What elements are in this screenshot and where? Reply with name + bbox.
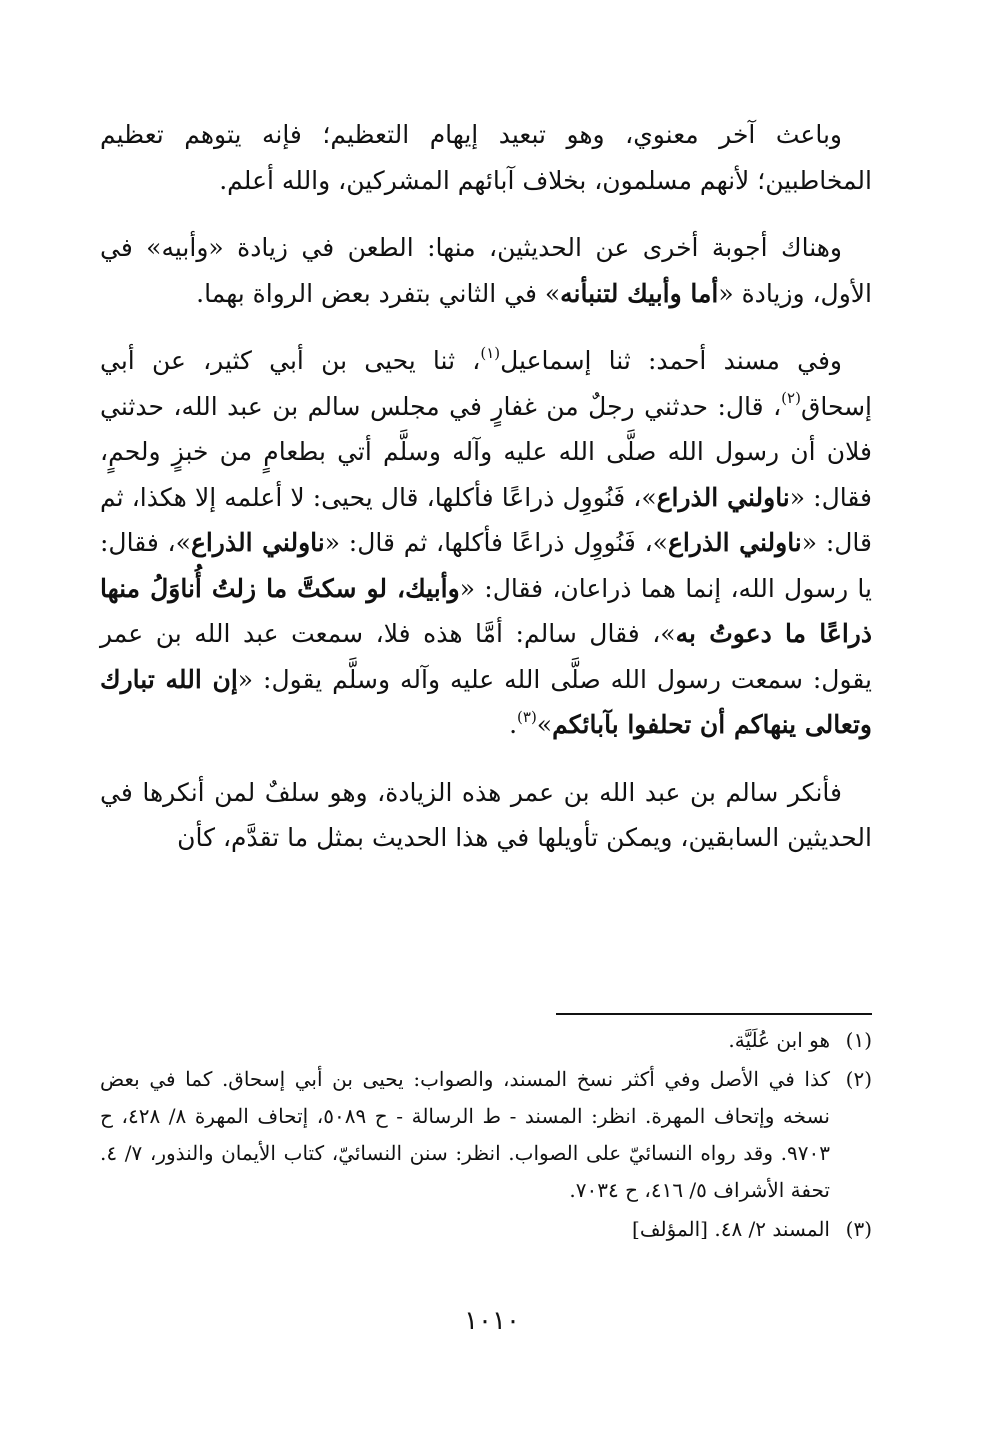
paragraph-3-text-b: ، ثنا يحيى بن أبي كثير، عن أبي إسحاق	[100, 346, 872, 421]
hadith-quote-5: إن الله تبارك وتعالى ينهاكم أن تحلفوا بآبائكم	[100, 664, 872, 739]
footnote-ref-2[interactable]: (٢)	[781, 389, 801, 408]
footnote-1	[100, 1022, 872, 1059]
paragraph-3	[100, 338, 872, 748]
footnote-separator	[556, 1013, 872, 1015]
main-text	[100, 112, 872, 883]
footnote-1-text: هو ابن عُلَيَّة.	[728, 1028, 830, 1052]
paragraph-4: فأنكر سالم بن عبد الله بن عمر هذه الزيادة، وهو سلفٌ لمن أنكرها في الحديثين السابقين، ويمكن تأويلها في هذا الحديث بمثل ما تقدَّم، كأن	[100, 777, 872, 852]
footnote-separator-wrap	[100, 1013, 872, 1015]
hadith-quote-2: ناولني الذراع	[667, 528, 802, 557]
page-number: ١٠١٠	[464, 1306, 520, 1336]
paragraph-3-text-m: »	[536, 710, 553, 739]
hadith-quote-1: ناولني الذراع	[656, 482, 790, 512]
paragraph-3-text-k: »، فقال سالم: أمَّا هذه فلا، سمعت عبد الله بن عمر يقول: سمعت رسول الله صلَّى الله عليه وآله وسلَّم يقول: «	[100, 619, 872, 694]
paragraph-3-text-c: ، قال: حدثني رجلٌ من غفارٍ في مجلس سالم بن عبد الله، حدثني فلان أن رسول الله صلَّى الله عليه وآله وسلَّم أتي بطعامٍ من خبزٍ ولحمٍ، فقال: «	[100, 391, 872, 512]
footnote-3	[100, 1211, 872, 1248]
paragraph-2-text-c: » في الثاني بتفرد بعض الرواة بهما.	[196, 278, 561, 308]
hadith-quote-3: ناولني الذراع	[190, 528, 325, 557]
footnote-1-number: (١)	[845, 1028, 872, 1052]
paragraph-3-text-a: وفي مسند أحمد: ثنا إسماعيل	[500, 346, 842, 375]
paragraph-3-text-i: »، فقال: يا رسول الله، إنما هما ذراعان، فقال: «	[100, 528, 872, 603]
paragraph-3-text-e: »، فَنُووِل ذراعًا فأكلها، قال يحيى: لا أعلمه إلا هكذا، ثم قال: «	[100, 482, 872, 557]
paragraph-2	[100, 225, 872, 316]
footnote-ref-3[interactable]: (٣)	[517, 707, 537, 726]
footnote-ref-1[interactable]: (١)	[480, 343, 501, 362]
footnote-2-text: كذا في الأصل وفي أكثر نسخ المسند، والصواب: يحيى بن أبي إسحاق. كما في بعض نسخه وإتحاف المهرة. انظر: المسند - ط الرسالة - ح ٥٠٨٩، إتحاف المهرة ٨/ ٤٢٨، ح ٩٧٠٣. وقد رواه النسائيّ على الصواب. انظر: سنن النسائيّ، كتاب الأيمان والنذور، ٧/ ٤. تحفة الأشراف ٥/ ٤١٦، ح ٧٠٣٤.	[100, 1067, 830, 1202]
paragraph-2-text-a: وهناك أجوبة أخرى عن الحديثين، منها: الطعن في زيادة «وأبيه» في الأول، وزيادة «	[100, 233, 872, 308]
footnote-2-number: (٢)	[845, 1067, 872, 1091]
paragraph-3-text-g: »، فَنُووِل ذراعًا فأكلها، ثم قال: «	[324, 528, 668, 557]
paragraph-2-bold-quote: أما وأبيك لتنبأنه	[560, 278, 719, 308]
footnote-2	[100, 1061, 872, 1209]
footnote-3-number: (٣)	[845, 1217, 872, 1241]
footnotes	[100, 1022, 872, 1250]
paragraph-3-text-n: .	[509, 710, 518, 739]
paragraph-1: وباعث آخر معنوي، وهو تبعيد إيهام التعظيم؛ فإنه يتوهم تعظيم المخاطبين؛ لأنهم مسلمون، بخلاف آبائهم المشركين، والله أعلم.	[100, 120, 872, 195]
footnote-3-text: المسند ٢/ ٤٨. [المؤلف]	[632, 1217, 830, 1241]
hadith-quote-4: وأبيك، لو سكتَّ ما زلتُ أُناوَلُ منها ذراعًا ما دعوتُ به	[100, 573, 872, 648]
